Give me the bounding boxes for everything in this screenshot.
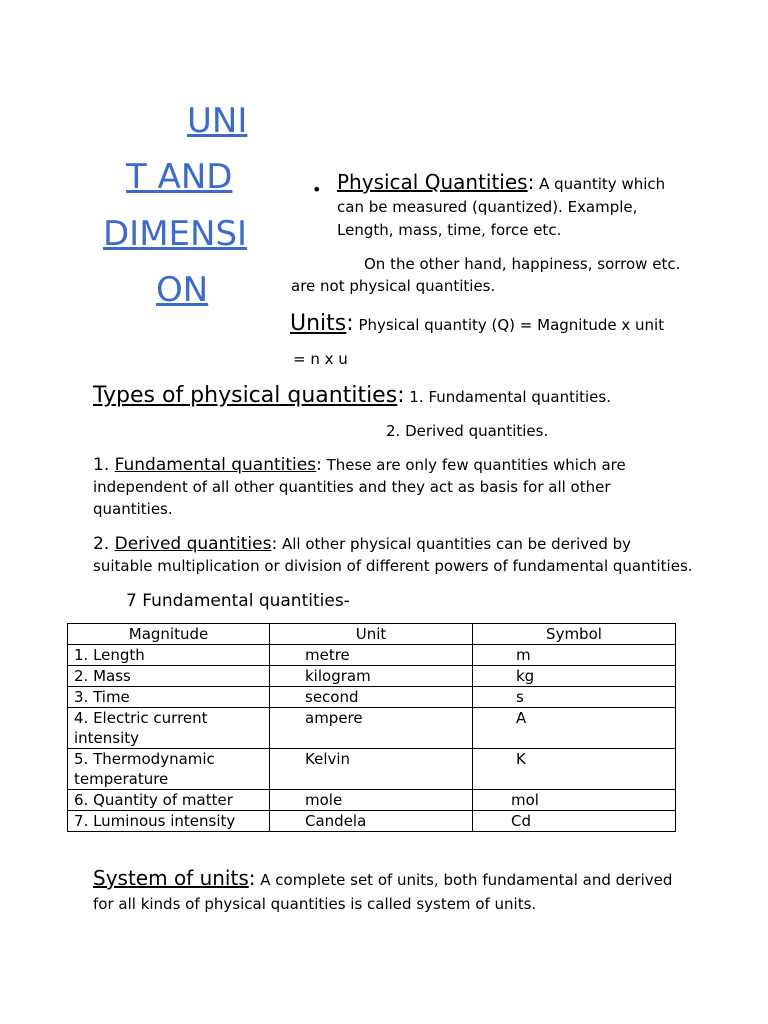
other-hand-line-1: On the other hand, happiness, sorrow etc. xyxy=(364,255,681,273)
unit-cell: Kelvin xyxy=(270,749,473,790)
magnitude-cell: 2. Mass xyxy=(68,666,270,687)
other-hand-line-2: are not physical quantities. xyxy=(291,277,496,295)
unit-cell: metre xyxy=(270,645,473,666)
types-heading: Types of physical quantities xyxy=(93,383,398,408)
table-row xyxy=(68,790,676,811)
units-colon: : xyxy=(346,311,354,336)
unit-cell: kilogram xyxy=(270,666,473,687)
unit-cell: ampere xyxy=(270,708,473,749)
unit-cell: mole xyxy=(270,790,473,811)
title-line-4[interactable]: ON xyxy=(156,270,209,310)
fundamental-number: 1. xyxy=(93,455,115,475)
derived-number: 2. xyxy=(93,534,115,554)
symbol-cell: K xyxy=(473,749,676,790)
units-heading: Units xyxy=(290,311,347,336)
symbol-cell: m xyxy=(473,645,676,666)
magnitude-cell: 6. Quantity of matter xyxy=(68,790,270,811)
symbol-cell: A xyxy=(473,708,676,749)
table-row xyxy=(68,645,676,666)
physical-quantities-section xyxy=(337,171,687,242)
symbol-cell: kg xyxy=(473,666,676,687)
seven-fundamental-label: 7 Fundamental quantities- xyxy=(126,591,350,611)
table-row xyxy=(68,749,676,790)
types-section xyxy=(93,383,611,410)
system-of-units-section xyxy=(93,866,693,916)
types-item-2: 2. Derived quantities. xyxy=(386,422,549,440)
title-line-2[interactable]: T AND xyxy=(126,157,233,197)
bullet-icon: • xyxy=(312,180,322,199)
table-row xyxy=(68,811,676,832)
header-symbol: Symbol xyxy=(473,624,676,645)
fundamental-text: These are only few quantities which are independent of all other quantities and they act as basis for all other quantities. xyxy=(93,456,626,518)
derived-text: All other physical quantities can be derived by suitable multiplication or division of different powers of fundamental quantities. xyxy=(93,535,693,575)
system-of-units-colon: : xyxy=(248,866,256,890)
table-row xyxy=(68,687,676,708)
magnitude-cell: 7. Luminous intensity xyxy=(68,811,270,832)
title-line-1[interactable]: UNI xyxy=(187,101,248,141)
header-magnitude: Magnitude xyxy=(68,624,270,645)
magnitude-cell: 1. Length xyxy=(68,645,270,666)
magnitude-cell: 5. Thermodynamic temperature xyxy=(68,749,270,790)
fundamental-quantities-table xyxy=(67,623,676,832)
types-colon: : xyxy=(397,383,405,408)
physical-quantities-colon: : xyxy=(527,170,535,194)
fundamental-section xyxy=(93,454,653,520)
symbol-cell: Cd xyxy=(473,811,676,832)
derived-section xyxy=(93,533,693,577)
magnitude-cell: 3. Time xyxy=(68,687,270,708)
units-section xyxy=(290,311,664,338)
symbol-cell: s xyxy=(473,687,676,708)
title-line-3[interactable]: DIMENSI xyxy=(103,214,248,254)
unit-cell: second xyxy=(270,687,473,708)
unit-cell: Candela xyxy=(270,811,473,832)
derived-heading: Derived quantities xyxy=(114,534,272,554)
magnitude-cell: 4. Electric current intensity xyxy=(68,708,270,749)
header-unit: Unit xyxy=(270,624,473,645)
fundamental-heading: Fundamental quantities xyxy=(114,455,317,475)
physical-quantities-heading: Physical Quantities xyxy=(337,170,528,194)
system-of-units-heading: System of units xyxy=(93,866,249,890)
derived-colon: : xyxy=(271,534,278,554)
physical-quantities-definition: A quantity which can be measured (quantized). Example, Length, mass, time, force etc. xyxy=(337,175,666,239)
fundamental-colon: : xyxy=(316,455,322,475)
symbol-cell: mol xyxy=(473,790,676,811)
system-of-units-text: A complete set of units, both fundamental and derived for all kinds of physical quantities is called system of units. xyxy=(93,871,673,913)
table-row xyxy=(68,666,676,687)
units-formula: = n x u xyxy=(293,350,348,368)
types-item-1: 1. Fundamental quantities. xyxy=(404,388,611,406)
units-text: Physical quantity (Q) = Magnitude x unit xyxy=(353,316,665,334)
table-header-row xyxy=(68,624,676,645)
table-row xyxy=(68,708,676,749)
